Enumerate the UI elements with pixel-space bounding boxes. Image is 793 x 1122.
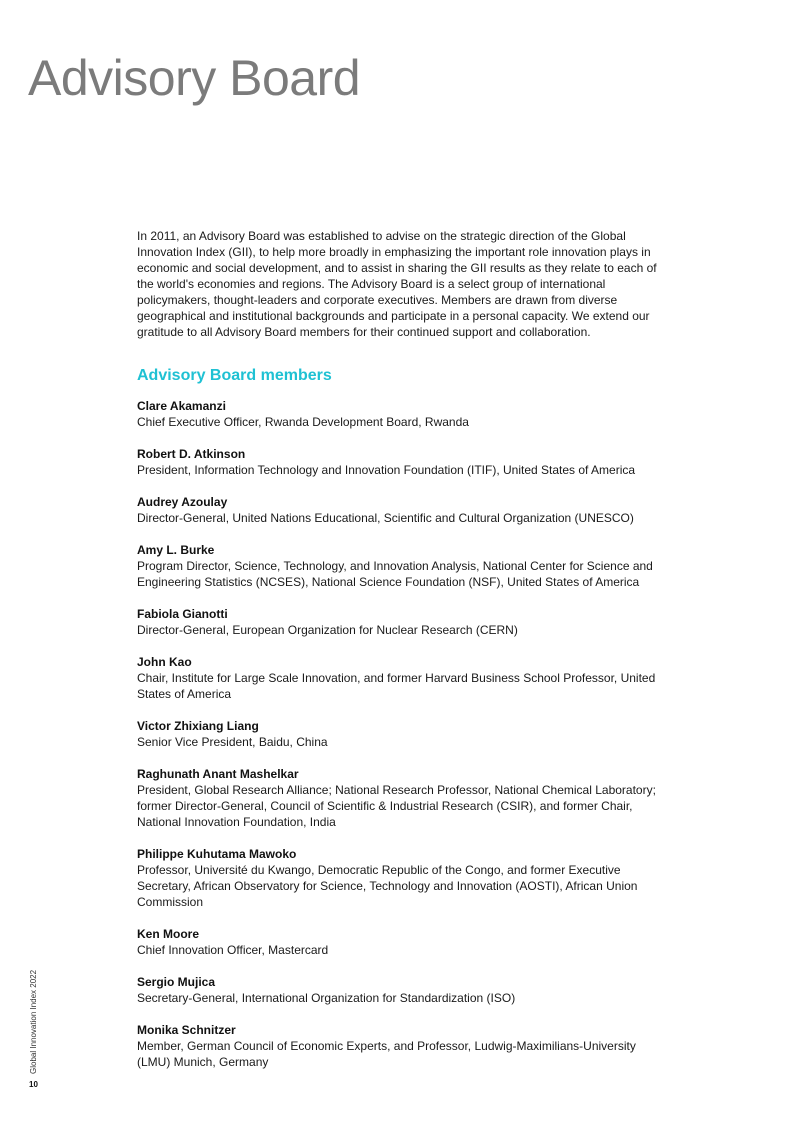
member-name: Audrey Azoulay <box>137 495 228 509</box>
page-title: Advisory Board <box>28 50 361 106</box>
member-entry <box>137 974 659 1006</box>
member-name: Philippe Kuhutama Mawoko <box>137 847 297 861</box>
member-role: Professor, Université du Kwango, Democratic Republic of the Congo, and former Executive Secretary, African Observatory for Science, Technology and Innovation (AOSTI), African Union Commission <box>137 863 638 909</box>
member-name: Amy L. Burke <box>137 543 215 557</box>
member-role: President, Information Technology and Innovation Foundation (ITIF), United States of America <box>137 463 636 477</box>
member-entry <box>137 846 659 910</box>
member-name: Victor Zhixiang Liang <box>137 719 259 733</box>
member-role: Senior Vice President, Baidu, China <box>137 735 328 749</box>
member-role: Chief Executive Officer, Rwanda Development Board, Rwanda <box>137 415 469 429</box>
member-name: John Kao <box>137 655 192 669</box>
member-role: Chief Innovation Officer, Mastercard <box>137 943 329 957</box>
member-name: Robert D. Atkinson <box>137 447 246 461</box>
member-role: Chair, Institute for Large Scale Innovation, and former Harvard Business School Professor, United States of America <box>137 671 656 701</box>
member-entry <box>137 494 659 526</box>
member-name: Ken Moore <box>137 927 200 941</box>
member-entry <box>137 1022 659 1070</box>
member-role: Program Director, Science, Technology, and Innovation Analysis, National Center for Science and Engineering Statistics (NCSES), National Science Foundation (NSF), United States of America <box>137 559 653 589</box>
page-number: 10 <box>29 1080 38 1089</box>
member-role: Director-General, European Organization for Nuclear Research (CERN) <box>137 623 518 637</box>
member-role: Member, German Council of Economic Experts, and Professor, Ludwig-Maximilians-University (LMU) Munich, Germany <box>137 1039 636 1069</box>
member-name: Clare Akamanzi <box>137 399 226 413</box>
member-entry <box>137 766 659 830</box>
member-name: Monika Schnitzer <box>137 1023 236 1037</box>
member-role: President, Global Research Alliance; National Research Professor, National Chemical Laboratory; former Director-General, Council of Scientific & Industrial Research (CSIR), and former Chair, National Innovation Foundation, India <box>137 783 656 829</box>
members-heading: Advisory Board members <box>137 367 332 384</box>
member-list <box>137 398 659 1070</box>
main-content <box>137 228 659 1086</box>
member-name: Sergio Mujica <box>137 975 216 989</box>
member-name: Fabiola Gianotti <box>137 607 228 621</box>
member-entry <box>137 446 659 478</box>
member-entry <box>137 542 659 590</box>
member-name: Raghunath Anant Mashelkar <box>137 767 299 781</box>
member-entry <box>137 718 659 750</box>
member-role: Director-General, United Nations Educational, Scientific and Cultural Organization (UNESCO) <box>137 511 634 525</box>
member-entry <box>137 654 659 702</box>
member-entry <box>137 398 659 430</box>
member-entry <box>137 926 659 958</box>
member-entry <box>137 606 659 638</box>
member-role: Secretary-General, International Organization for Standardization (ISO) <box>137 991 516 1005</box>
publication-side-label: Global Innovation Index 2022 <box>29 969 38 1074</box>
intro-paragraph: In 2011, an Advisory Board was established to advise on the strategic direction of the Global Innovation Index (GII), to help more broadly in emphasizing the important role innovation plays in economic and social development, and to assist in sharing the GII results as they relate to each of the world's economies and regions. The Advisory Board is a select group of international policymakers, thought-leaders and corporate executives. Members are drawn from diverse geographical and institutional backgrounds and participate in a personal capacity. We extend our gratitude to all Advisory Board members for their continued support and collaboration. <box>137 229 657 339</box>
